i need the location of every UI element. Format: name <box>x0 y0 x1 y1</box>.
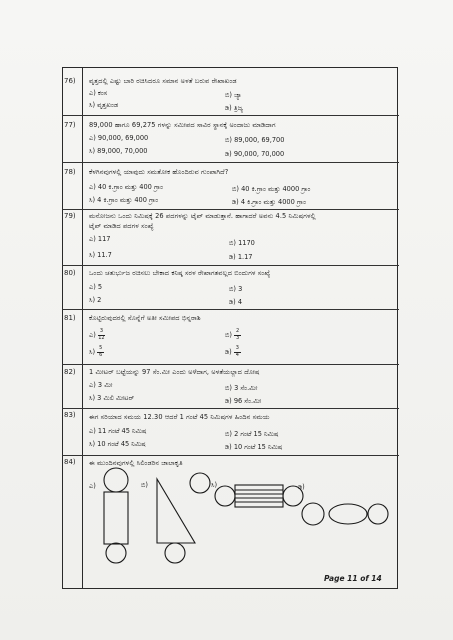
question-78-number: 78) <box>64 168 76 176</box>
divider <box>62 209 399 210</box>
question-76-option-b: ಬಿ) ಜ್ಯಾ <box>225 91 242 99</box>
question-77-option-b: ಬಿ) 89,000, 69,700 <box>225 136 285 144</box>
question-83-stem: ಈಗ ಸರಿಯಾದ ಸಮಯ 12.30 ಆದರೆ 1 ಗಂಟೆ 45 ನಿಮಿಷಗಳ ಹಿಂದಿನ ಸಮಯ <box>89 413 270 421</box>
net-c-striped <box>215 485 303 507</box>
question-81-option-b <box>225 329 241 341</box>
page-number: Page 11 of 14 <box>324 574 382 583</box>
question-83-option-b: ಬಿ) 2 ಗಂಟೆ 15 ನಿಮಿಷ <box>225 430 279 438</box>
question-84-stem: ಈ ಮುಂದಿನವುಗಳಲ್ಲಿ ಸಿಲಿಂಡರಿನ ಜಾಲಾಕೃತಿ <box>89 459 183 467</box>
divider <box>62 115 399 116</box>
question-84-option-a: ಎ) <box>89 482 96 490</box>
question-79-option-b: ಬಿ) 1170 <box>229 239 255 247</box>
divider <box>62 364 399 365</box>
question-76-stem: ವೃತ್ತದಲ್ಲಿ ಎಷ್ಟು ಬಾರಿ ರಚಿಸಿದರೂ ಸಮಾನ ಅಳತೆ ಬರುವ ರೇಖಾಖಂಡ <box>89 77 237 85</box>
question-84-option-d: ಡಿ) <box>298 483 305 491</box>
question-79-number: 79) <box>64 212 76 220</box>
question-78-option-c: ಸಿ) 4 ಕಿ.ಗ್ರಾಂ ಮತ್ತು 400 ಗ್ರಾಂ <box>89 196 159 204</box>
question-76-option-d: ಡಿ) ತ್ರಿಜ್ಯ <box>225 104 243 112</box>
fraction-d: $\frac{3}{4}$ <box>235 345 239 358</box>
divider <box>62 408 399 409</box>
question-81-option-d-label: ಡಿ) <box>225 348 232 356</box>
fraction-b: $\frac{2}{3}$ <box>236 328 240 341</box>
question-83-number: 83) <box>64 411 76 419</box>
question-83-option-a: ಎ) 11 ಗಂಟೆ 45 ನಿಮಿಷ <box>89 427 147 435</box>
question-80-option-a: ಎ) 5 <box>89 283 103 291</box>
question-76-option-a: ಎ) ಕಂಸ <box>89 89 108 97</box>
net-figures <box>80 465 390 565</box>
question-81-option-c <box>89 346 104 358</box>
question-78-option-b: ಬಿ) 40 ಕಿ.ಗ್ರಾಂ ಮತ್ತು 4000 ಗ್ರಾಂ <box>232 185 311 193</box>
divider <box>62 455 399 456</box>
question-79-stem-line2: ಟೈಪ್ ಮಾಡಿದ ಪದಗಳ ಸಂಖ್ಯೆ <box>89 222 154 230</box>
divider <box>62 265 399 266</box>
question-77-option-d: ಡಿ) 90,000, 70,000 <box>225 150 285 158</box>
question-78-stem: ಕೆಳಗಿನವುಗಳಲ್ಲಿ ಯಾವುದು ಸಮತೋಕ ಹೊಂದಿರುವ ಗುಂಪಾಗಿದೆ? <box>89 168 229 176</box>
question-82-option-d: ಡಿ) 96 ಸೆಂ.ಮೀ <box>225 397 262 405</box>
net-d-ellipse <box>302 503 388 525</box>
question-76-option-c: ಸಿ) ವೃತ್ತಖಂಡ <box>89 101 119 109</box>
question-76-number: 76) <box>64 77 76 85</box>
question-82-option-a: ಎ) 3 ಮೀ <box>89 381 113 389</box>
question-79-option-a: ಎ) 117 <box>89 235 111 243</box>
question-81-option-c-label: ಸಿ) <box>89 348 96 356</box>
question-80-option-d: ಡಿ) 4 <box>229 298 243 306</box>
question-83-option-d: ಡಿ) 10 ಗಂಟೆ 15 ನಿಮಿಷ <box>225 443 283 451</box>
question-84-option-b: ಬಿ) <box>141 481 149 489</box>
question-83-option-c: ಸಿ) 10 ಗಂಟೆ 45 ನಿಮಿಷ <box>89 440 146 448</box>
question-79-stem: ಮನೋಜನು ಒಂದು ನಿಮಿಷಕ್ಕೆ 26 ಪದಗಳನ್ನು ಟೈಪ್ ಮಾಡುತ್ತಾನೆ. ಹಾಗಾದರೆ ಅವನು 4.5 ನಿಮಿಷಗಳಲ್ಲಿ <box>89 212 316 220</box>
question-81-number: 81) <box>64 314 76 322</box>
question-80-option-c: ಸಿ) 2 <box>89 296 102 304</box>
fraction-c: $\frac{5}{6}$ <box>99 345 103 358</box>
question-84-number: 84) <box>64 458 76 466</box>
question-79-option-d: ಡಿ) 1.17 <box>229 253 253 261</box>
question-84-option-c: ಸಿ) <box>211 481 218 489</box>
net-b-cone <box>157 473 210 563</box>
net-a-cylinder <box>104 468 128 563</box>
question-81-option-d <box>225 346 241 358</box>
question-80-stem: ಒಂದು ಚತುರ್ಭುಜ ರಚಿಸಲು ಬೇಕಾದ ಕನಿಷ್ಠ ಸರಳ ರೇಖಾಗತವಲ್ಲದ ಬಿಂದುಗಳ ಸಂಖ್ಯೆ <box>89 269 271 277</box>
question-77-option-a: ಎ) 90,000, 69,000 <box>89 134 149 142</box>
question-77-option-c: ಸಿ) 89,000, 70,000 <box>89 147 148 155</box>
question-81-option-a <box>89 329 105 341</box>
question-78-option-a: ಎ) 40 ಕಿ.ಗ್ರಾಂ ಮತ್ತು 400 ಗ್ರಾಂ <box>89 183 164 191</box>
question-82-number: 82) <box>64 368 76 376</box>
divider <box>62 162 399 163</box>
question-77-stem: 89,000 ಹಾಗೂ 69,275 ಗಳನ್ನು ಸಮೀಪದ ಸಾವಿರ ಸ್ಥಾನಕ್ಕೆ ಅಂದಾಜು ಮಾಡಿದಾಗ <box>89 121 276 129</box>
question-82-option-c: ಸಿ) 3 ಮಿಲಿ ಮೀಟರ್ <box>89 394 135 402</box>
fraction-a: $\frac{3}{12}$ <box>98 328 105 341</box>
question-81-stem: ಕೊಟ್ಟಿರುವುದರಲ್ಲಿ ಸೊನ್ನೆಗೆ ಅತೀ ಸಮೀಪದ ಭಿನ್ನರಾಶಿ <box>89 314 201 322</box>
question-78-option-d: ಡಿ) 4 ಕಿ.ಗ್ರಾಂ ಮತ್ತು 4000 ಗ್ರಾಂ <box>232 198 306 206</box>
question-81-option-b-label: ಬಿ) <box>225 331 233 339</box>
divider <box>62 309 399 310</box>
question-80-option-b: ಬಿ) 3 <box>229 285 243 293</box>
question-82-option-b: ಬಿ) 3 ಸೆಂ.ಮೀ <box>225 384 258 392</box>
question-81-option-a-label: ಎ) <box>89 331 96 339</box>
question-82-stem: 1 ಮೀಟರ್ ಬಟ್ಟೆಯನ್ನು 97 ಸೆಂ.ಮೀ ಎಂದು ಅಳೆದಾಗ, ಅಳತೆಯಲ್ಲಾದ ದೋಷ <box>89 368 260 376</box>
question-80-number: 80) <box>64 269 76 277</box>
question-79-option-c: ಸಿ) 11.7 <box>89 251 112 259</box>
question-77-number: 77) <box>64 121 76 129</box>
